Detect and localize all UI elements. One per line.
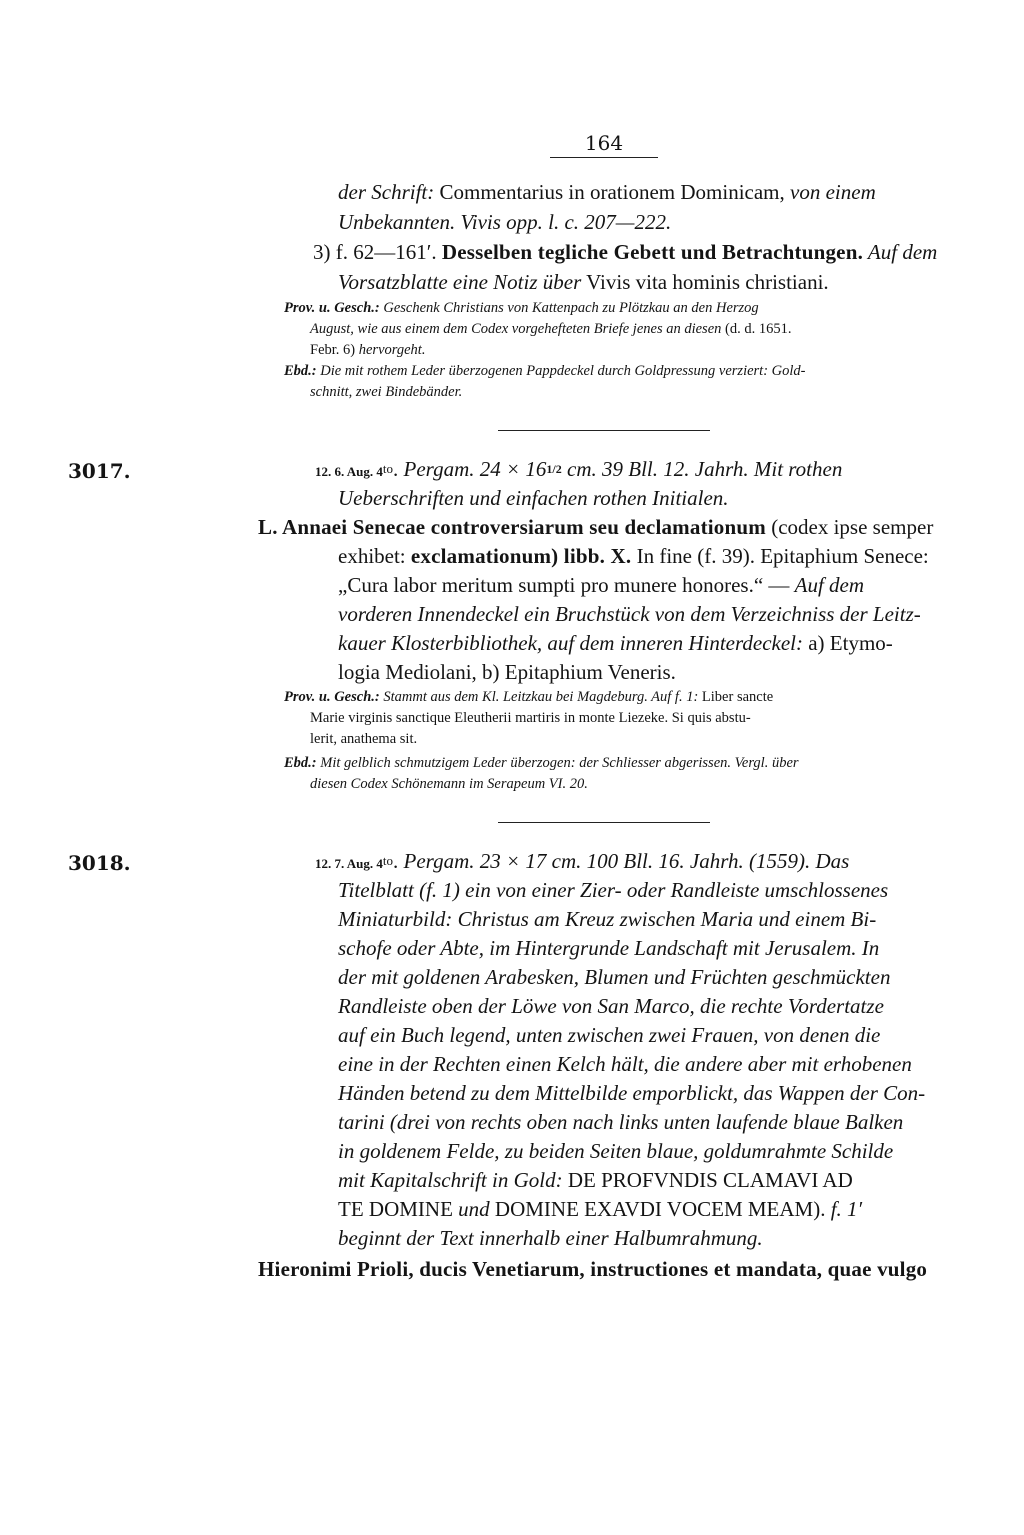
entry-3017-line-2: Ueberschriften und einfachen rothen Initialen.	[338, 486, 729, 510]
entry-3018-line-11: in goldenem Felde, zu beiden Seiten blaue, goldumrahmte Schilde	[338, 1139, 894, 1163]
entry-3018-line-8: eine in der Rechten einen Kelch hält, die andere aber mit erhobenen	[338, 1052, 912, 1076]
entry-3017-binding-line-1: Ebd.: Mit gelblich schmutzigem Leder überzogen: der Schliesser abgerissen. Vergl. über	[284, 755, 799, 771]
entry-3017-title: L. Annaei Senecae controversiarum seu declamationum (codex ipse semper	[258, 515, 934, 539]
entry-number-3018: 3018.	[68, 851, 131, 875]
entry-3017-line-5: „Cura labor meritum sumpti pro munere honores.“ — Auf dem	[338, 573, 865, 597]
section-divider	[498, 822, 710, 823]
entry-3017-binding-line-2: diesen Codex Schönemann im Serapeum VI. 20.	[310, 776, 588, 792]
intro-provenance-line-3: Febr. 6) hervorgeht.	[310, 342, 426, 358]
entry-3017-line-8: logia Mediolani, b) Epitaphium Veneris.	[338, 660, 676, 684]
entry-3017-line-6: vorderen Innendeckel ein Bruchstück von dem Verzeichniss der Leitz-	[338, 602, 921, 626]
entry-number-3017: 3017.	[68, 459, 131, 483]
intro-binding-line-2: schnitt, zwei Bindebänder.	[310, 384, 463, 400]
entry-3018-line-2: Titelblatt (f. 1) ein von einer Zier- oder Randleiste umschlossenes	[338, 878, 889, 902]
entry-3018-line-3: Miniaturbild: Christus am Kreuz zwischen Maria und einem Bi-	[338, 907, 877, 931]
entry-3017-header: 12. 6. Aug. $4^{to}$. Pergam. $24 \times 16^{1/2}$ cm. 39 Bll. 12. Jahrh. Mit rothen	[315, 457, 843, 481]
entry-3018-line-5: der mit goldenen Arabesken, Blumen und Früchten geschmückten	[338, 965, 891, 989]
entry-3018-line-10: tarini (drei von rechts oben nach links unten laufende blaue Balken	[338, 1110, 904, 1134]
entry-3018-line-13: TE DOMINE und DOMINE EXAVDI VOCEM MEAM). f. 1′	[338, 1197, 863, 1221]
entry-3018-line-7: auf ein Buch legend, unten zwischen zwei Frauen, von denen die	[338, 1023, 881, 1047]
entry-3018-line-9: Händen betend zu dem Mittelbilde emporblickt, das Wappen der Con-	[338, 1081, 926, 1105]
entry-3018-line-4: schofe oder Abte, im Hintergrunde Landschaft mit Jerusalem. In	[338, 936, 880, 960]
entry-3017-provenance-line-2: Marie virginis sanctique Eleutherii martiris in monte Liezeke. Si quis abstu-	[310, 710, 751, 726]
intro-binding-line-1: Ebd.: Die mit rothem Leder überzogenen Pappdeckel durch Goldpressung verziert: Gold-	[284, 363, 806, 379]
section-divider	[498, 430, 710, 431]
intro-provenance-line-2: August, wie aus einem dem Codex vorgehefteten Briefe jenes an diesen (d. d. 1651.	[310, 321, 792, 337]
intro-item-3: 3) f. 62—161′. Desselben tegliche Gebett und Betrachtungen. Auf dem	[313, 240, 938, 264]
entry-3018-line-12: mit Kapitalschrift in Gold: DE PROFVNDIS CLAMAVI AD	[338, 1168, 853, 1192]
entry-3017-provenance-line-3: lerit, anathema sit.	[310, 731, 418, 747]
intro-line-1: der Schrift: Commentarius in orationem Dominicam, von einem	[338, 180, 876, 204]
intro-line-2: Unbekannten. Vivis opp. l. c. 207—222.	[338, 210, 672, 234]
entry-3018-header: 12. 7. Aug. $4^{to}$. Pergam. 23 × 17 cm. 100 Bll. 16. Jahrh. (1559). Das	[315, 849, 850, 873]
intro-line-4: Vorsatzblatte eine Notiz über Vivis vita hominis christiani.	[338, 270, 829, 294]
entry-3018-line-6: Randleiste oben der Löwe von San Marco, die rechte Vordertatze	[338, 994, 884, 1018]
intro-provenance-line-1: Prov. u. Gesch.: Geschenk Christians von Kattenpach zu Plötzkau an den Herzog	[284, 300, 759, 316]
entry-3017-line-7: kauer Klosterbibliothek, auf dem inneren Hinterdeckel: a) Etymo-	[338, 631, 893, 655]
page-number: 164	[550, 132, 658, 158]
entry-3018-title: Hieronimi Prioli, ducis Venetiarum, instructiones et mandata, quae vulgo	[258, 1257, 928, 1281]
entry-3017-line-4: exhibet: exclamationum) libb. X. In fine (f. 39). Epitaphium Senece:	[338, 544, 929, 568]
entry-3017-provenance-line-1: Prov. u. Gesch.: Stammt aus dem Kl. Leitzkau bei Magdeburg. Auf f. 1: Liber sancte	[284, 689, 774, 705]
entry-3018-line-14: beginnt der Text innerhalb einer Halbumrahmung.	[338, 1226, 763, 1250]
